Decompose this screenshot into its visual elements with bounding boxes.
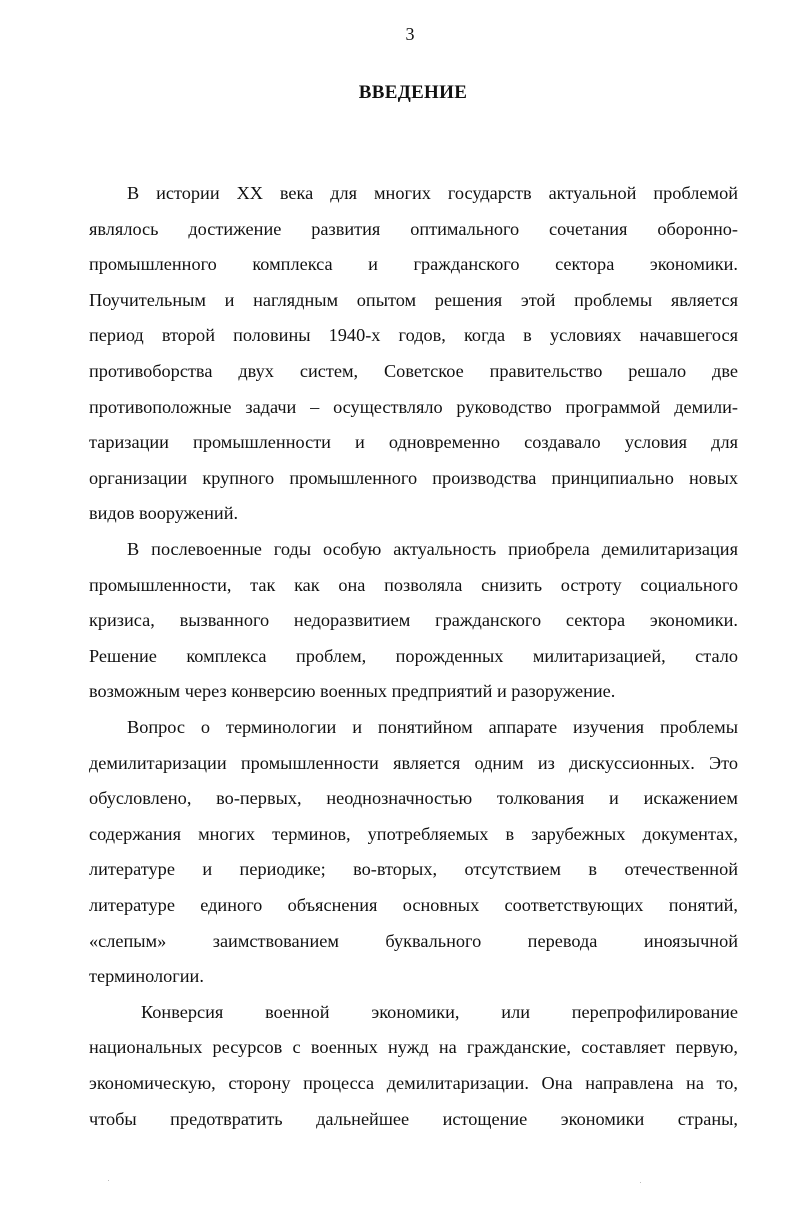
text-line: литературе и периодике; во-вторых, отсутствием в отечественной xyxy=(89,859,738,880)
text-line: Конверсия военной экономики, или перепрофилирование xyxy=(141,1001,738,1022)
text-line: национальных ресурсов с военных нужд на гражданские, составляет первую, xyxy=(89,1037,738,1058)
text-line: «слепым» заимствованием буквального перевода иноязычной xyxy=(89,930,738,951)
scan-speck xyxy=(640,1182,641,1183)
page-number: 3 xyxy=(405,24,415,44)
text-line: обусловлено, во-первых, неоднозначностью толкования и искажением xyxy=(89,788,738,809)
text-line: период второй половины 1940-х годов, когда в условиях начавшегося xyxy=(89,325,738,346)
text-line: являлось достижение развития оптимального сочетания оборонно- xyxy=(89,218,738,239)
text-line: видов вооружений. xyxy=(89,503,239,524)
text-line: демилитаризации промышленности является одним из дискуссионных. Это xyxy=(89,752,738,773)
scan-speck xyxy=(108,1180,109,1181)
section-title: ВВЕДЕНИЕ xyxy=(358,82,468,103)
text-line: Поучительным и наглядным опытом решения этой проблемы является xyxy=(89,289,738,310)
text-line: кризиса, вызванного недоразвитием гражданского сектора экономики. xyxy=(89,610,738,631)
text-line: противоположные задачи – осуществляло руководство программой демили- xyxy=(89,396,738,417)
text-line: Вопрос о терминологии и понятийном аппарате изучения проблемы xyxy=(127,717,738,737)
text-line: В послевоенные годы особую актуальность приобрела демилитаризация xyxy=(127,539,738,559)
text-line: организации крупного промышленного производства принципиально новых xyxy=(89,467,738,488)
text-line: экономическую, сторону процесса демилитаризации. Она направлена на то, xyxy=(89,1073,738,1093)
text-line: таризации промышленности и одновременно создавало условия для xyxy=(89,432,738,453)
text-line: противоборства двух систем, Советское правительство решало две xyxy=(89,361,738,381)
text-line: В истории XX века для многих государств актуальной проблемой xyxy=(127,183,738,203)
text-line: Решение комплекса проблем, порожденных милитаризацией, стало xyxy=(89,645,738,666)
text-line: промышленности, так как она позволяла снизить остроту социального xyxy=(89,574,738,595)
text-line: терминологии. xyxy=(89,966,204,987)
text-line: литературе единого объяснения основных соответствующих понятий, xyxy=(89,895,738,915)
text-line: чтобы предотвратить дальнейшее истощение экономики страны, xyxy=(89,1108,738,1129)
text-line: содержания многих терминов, употребляемых в зарубежных документах, xyxy=(89,823,738,844)
text-line: возможным через конверсию военных предприятий и разоружение. xyxy=(89,681,616,702)
text-line: промышленного комплекса и гражданского сектора экономики. xyxy=(89,254,738,275)
